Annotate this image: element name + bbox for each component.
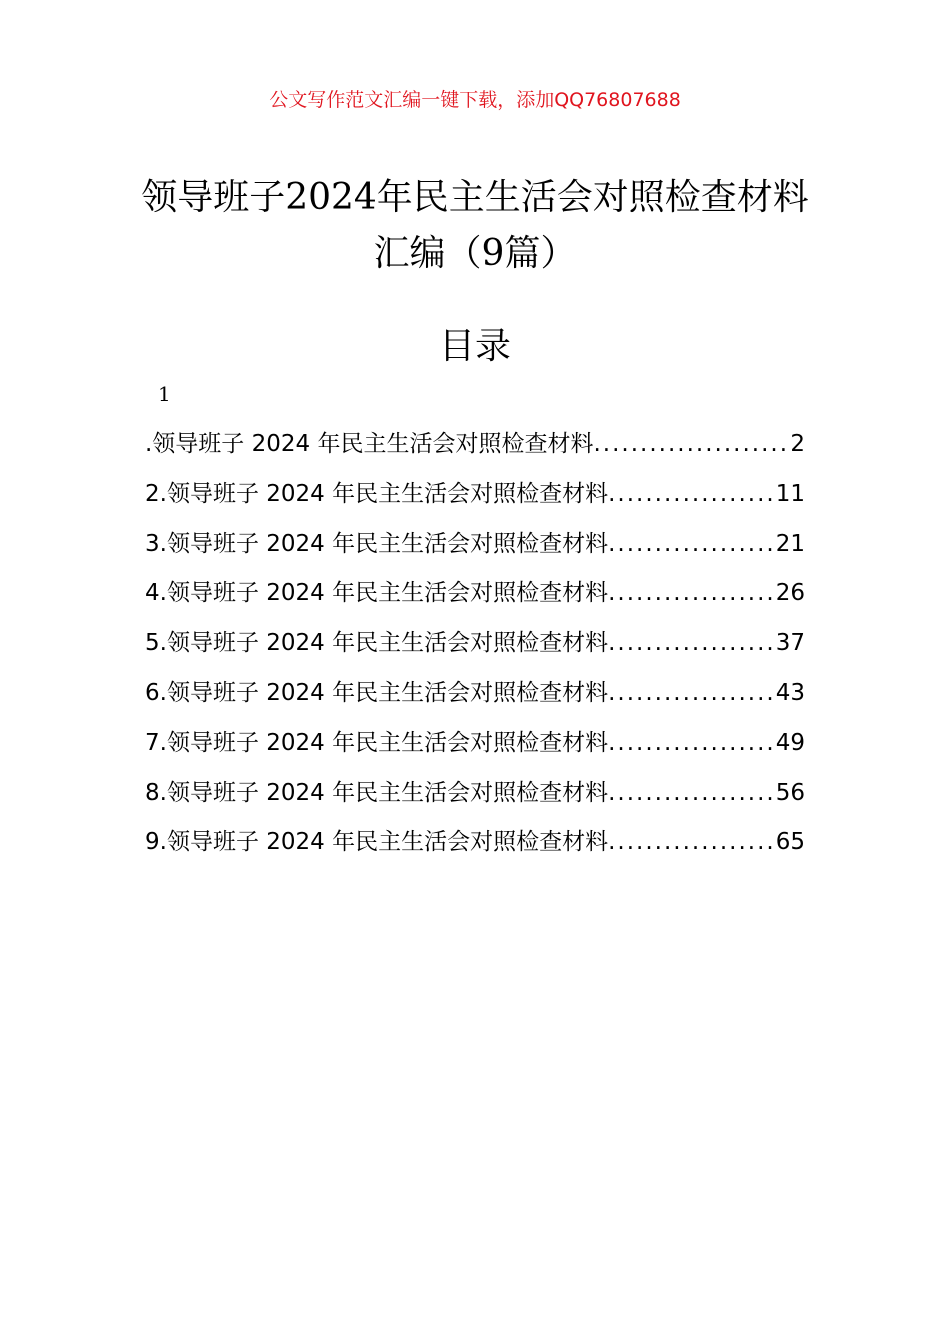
toc-dot-leader xyxy=(608,769,776,819)
toc-entry-8[interactable] xyxy=(145,769,805,819)
toc-page-number: 56 xyxy=(775,779,805,806)
toc-entry-3[interactable] xyxy=(145,520,805,570)
toc-entry-title: 4.领导班子 2024 年民主生活会对照检查材料 xyxy=(145,580,609,607)
table-of-contents xyxy=(145,420,805,868)
document-title xyxy=(100,170,850,282)
toc-entry-title: 3.领导班子 2024 年民主生活会对照检查材料 xyxy=(145,530,609,557)
toc-stray-number: 1 xyxy=(158,382,171,406)
toc-page-number: 65 xyxy=(775,829,805,856)
toc-page-number: 26 xyxy=(775,580,805,607)
toc-page-number: 37 xyxy=(775,630,805,657)
toc-entry-title: 9.领导班子 2024 年民主生活会对照检查材料 xyxy=(145,829,609,856)
download-promo-note: 公文写作范文汇编一键下载，添加QQ76807688 xyxy=(269,89,681,111)
toc-dot-leader xyxy=(608,719,776,769)
toc-entry-1[interactable] xyxy=(145,420,805,470)
toc-entry-7[interactable] xyxy=(145,719,805,769)
toc-entry-title: 7.领导班子 2024 年民主生活会对照检查材料 xyxy=(145,729,609,756)
toc-page-number: 21 xyxy=(775,530,805,557)
toc-entry-6[interactable] xyxy=(145,669,805,719)
toc-entry-2[interactable] xyxy=(145,470,805,520)
toc-entry-title: .领导班子 2024 年民主生活会对照检查材料 xyxy=(145,431,594,457)
toc-entry-title: 2.领导班子 2024 年民主生活会对照检查材料 xyxy=(145,480,609,507)
toc-dot-leader xyxy=(608,669,776,719)
toc-entry-9[interactable] xyxy=(145,818,805,868)
title-line-1: 领导班子2024年民主生活会对照检查材料 xyxy=(141,177,809,218)
toc-dot-leader xyxy=(608,619,776,669)
toc-dot-leader xyxy=(608,818,776,868)
toc-page-number: 49 xyxy=(775,729,805,756)
toc-entry-title: 8.领导班子 2024 年民主生活会对照检查材料 xyxy=(145,779,609,806)
toc-entry-title: 6.领导班子 2024 年民主生活会对照检查材料 xyxy=(145,679,609,706)
toc-page-number: 11 xyxy=(775,480,805,507)
toc-entry-title: 5.领导班子 2024 年民主生活会对照检查材料 xyxy=(145,630,609,657)
toc-dot-leader xyxy=(593,420,790,470)
toc-dot-leader xyxy=(608,569,776,619)
toc-heading: 目录 xyxy=(438,326,511,367)
title-line-2: 汇编（9篇） xyxy=(373,233,577,274)
toc-dot-leader xyxy=(608,520,776,570)
toc-entry-5[interactable] xyxy=(145,619,805,669)
toc-page-number: 2 xyxy=(790,431,805,457)
toc-page-number: 43 xyxy=(775,679,805,706)
toc-dot-leader xyxy=(608,470,776,520)
toc-entry-4[interactable] xyxy=(145,569,805,619)
